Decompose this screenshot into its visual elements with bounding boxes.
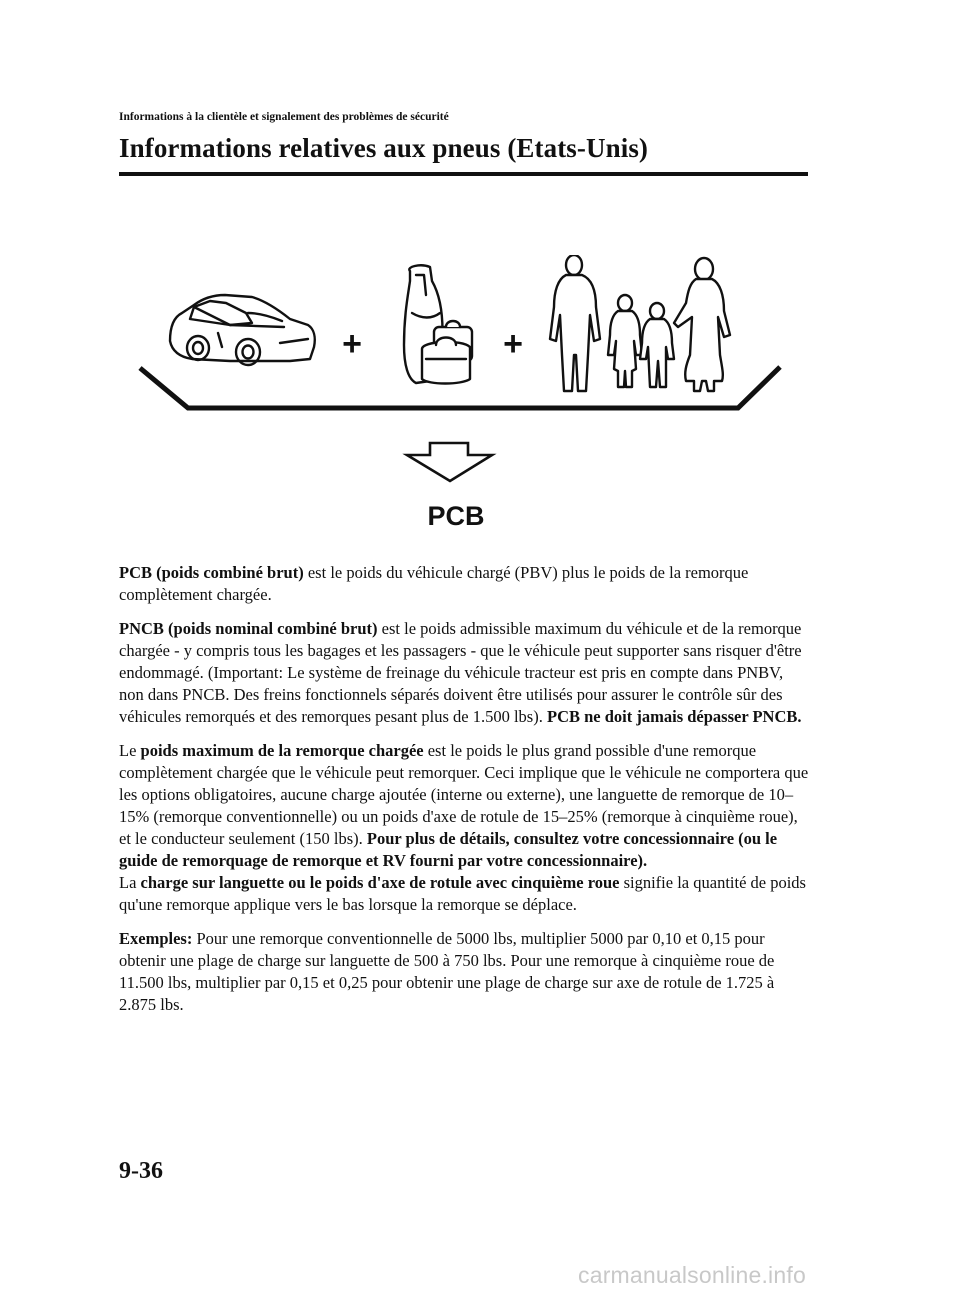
- pcb-label: PCB: [427, 501, 485, 531]
- term-pcb: PCB (poids combiné brut): [119, 563, 304, 582]
- warning-emphasis: PCB ne doit jamais dépasser PNCB.: [546, 707, 802, 726]
- term-tongue-load: charge sur languette ou le poids d'axe de rotule avec cinquième roue: [140, 873, 620, 892]
- paragraph-lead: La: [119, 873, 141, 892]
- term-pncb: PNCB (poids nominal combiné brut): [119, 619, 378, 638]
- plus-sign: +: [342, 325, 362, 363]
- paragraph-examples: [119, 928, 809, 1016]
- car-icon: [170, 295, 315, 365]
- term-max-trailer-weight: poids maximum de la remorque chargée: [140, 741, 424, 760]
- paragraph-lead: Le: [119, 741, 141, 760]
- luggage-icon: [404, 265, 472, 383]
- paragraph-pncb: [119, 618, 809, 728]
- title-rule: [119, 172, 808, 176]
- down-arrow-icon: [407, 443, 492, 481]
- dealer-note-emphasis: Pour plus de détails, consultez votre concessionnaire (ou le guide de remorquage de remorque et RV fourni par votre concessionnaire).: [119, 829, 778, 870]
- passengers-icon: [550, 255, 730, 391]
- paragraph-max-trailer-weight: [119, 740, 809, 872]
- paragraph-text: est le poids le plus grand possible d'une remorque complètement chargée que le véhicule peut remorquer. Ceci implique que le véhicule ne comportera que les options obligatoires, aucune charge ajoutée (interne ou externe), une languette de remorque de 10–15% (remorque conventionnelle) ou un poids d'axe de rotule de 15–25% (remorque à cinquième roue), et le conducteur seulement (150 lbs).: [119, 741, 809, 848]
- paragraph-pcb: [119, 562, 809, 606]
- watermark: carmanualsonline.info: [578, 1262, 806, 1288]
- paragraph-text: est le poids du véhicule chargé (PBV) plus le poids de la remorque complètement chargée.: [119, 563, 749, 604]
- page-title: Informations relatives aux pneus (Etats-Unis): [119, 133, 649, 163]
- paragraph-text: est le poids admissible maximum du véhicule et de la remorque chargée - y compris tous les bagages et les passagers - que le véhicule peut supporter sans risquer d'être endommagé. (Important: Le système de freinage du véhicule tracteur est pris en compte dans PNBV, non dans PNCB. Des freins fonctionnels séparés doivent être utilisés pour assurer le contrôle sûr des véhicules remorqués et des remorques pesant plus de 1.500 lbs).: [119, 619, 802, 726]
- pcb-illustration: [130, 255, 790, 540]
- body-text: [119, 562, 809, 1028]
- paragraph-text: signifie la quantité de poids qu'une remorque applique vers le bas lorsque la remorque se déplace.: [119, 873, 806, 914]
- paragraph-tongue-load: [119, 872, 809, 916]
- page-number: 9-36: [119, 1158, 163, 1184]
- plus-sign: +: [503, 325, 523, 363]
- paragraph-text: Pour une remorque conventionnelle de 5000 lbs, multiplier 5000 par 0,10 et 0,15 pour obtenir une plage de charge sur languette de 500 à 750 lbs. Pour une remorque à cinquième roue de 11.500 lbs, multiplier par 0,15 et 0,25 pour obtenir une plage de charge sur axe de rotule de 1.725 à 2.875 lbs.: [119, 929, 775, 1014]
- term-examples: Exemples:: [119, 929, 193, 948]
- section-heading: Informations à la clientèle et signalement des problèmes de sécurité: [119, 111, 449, 123]
